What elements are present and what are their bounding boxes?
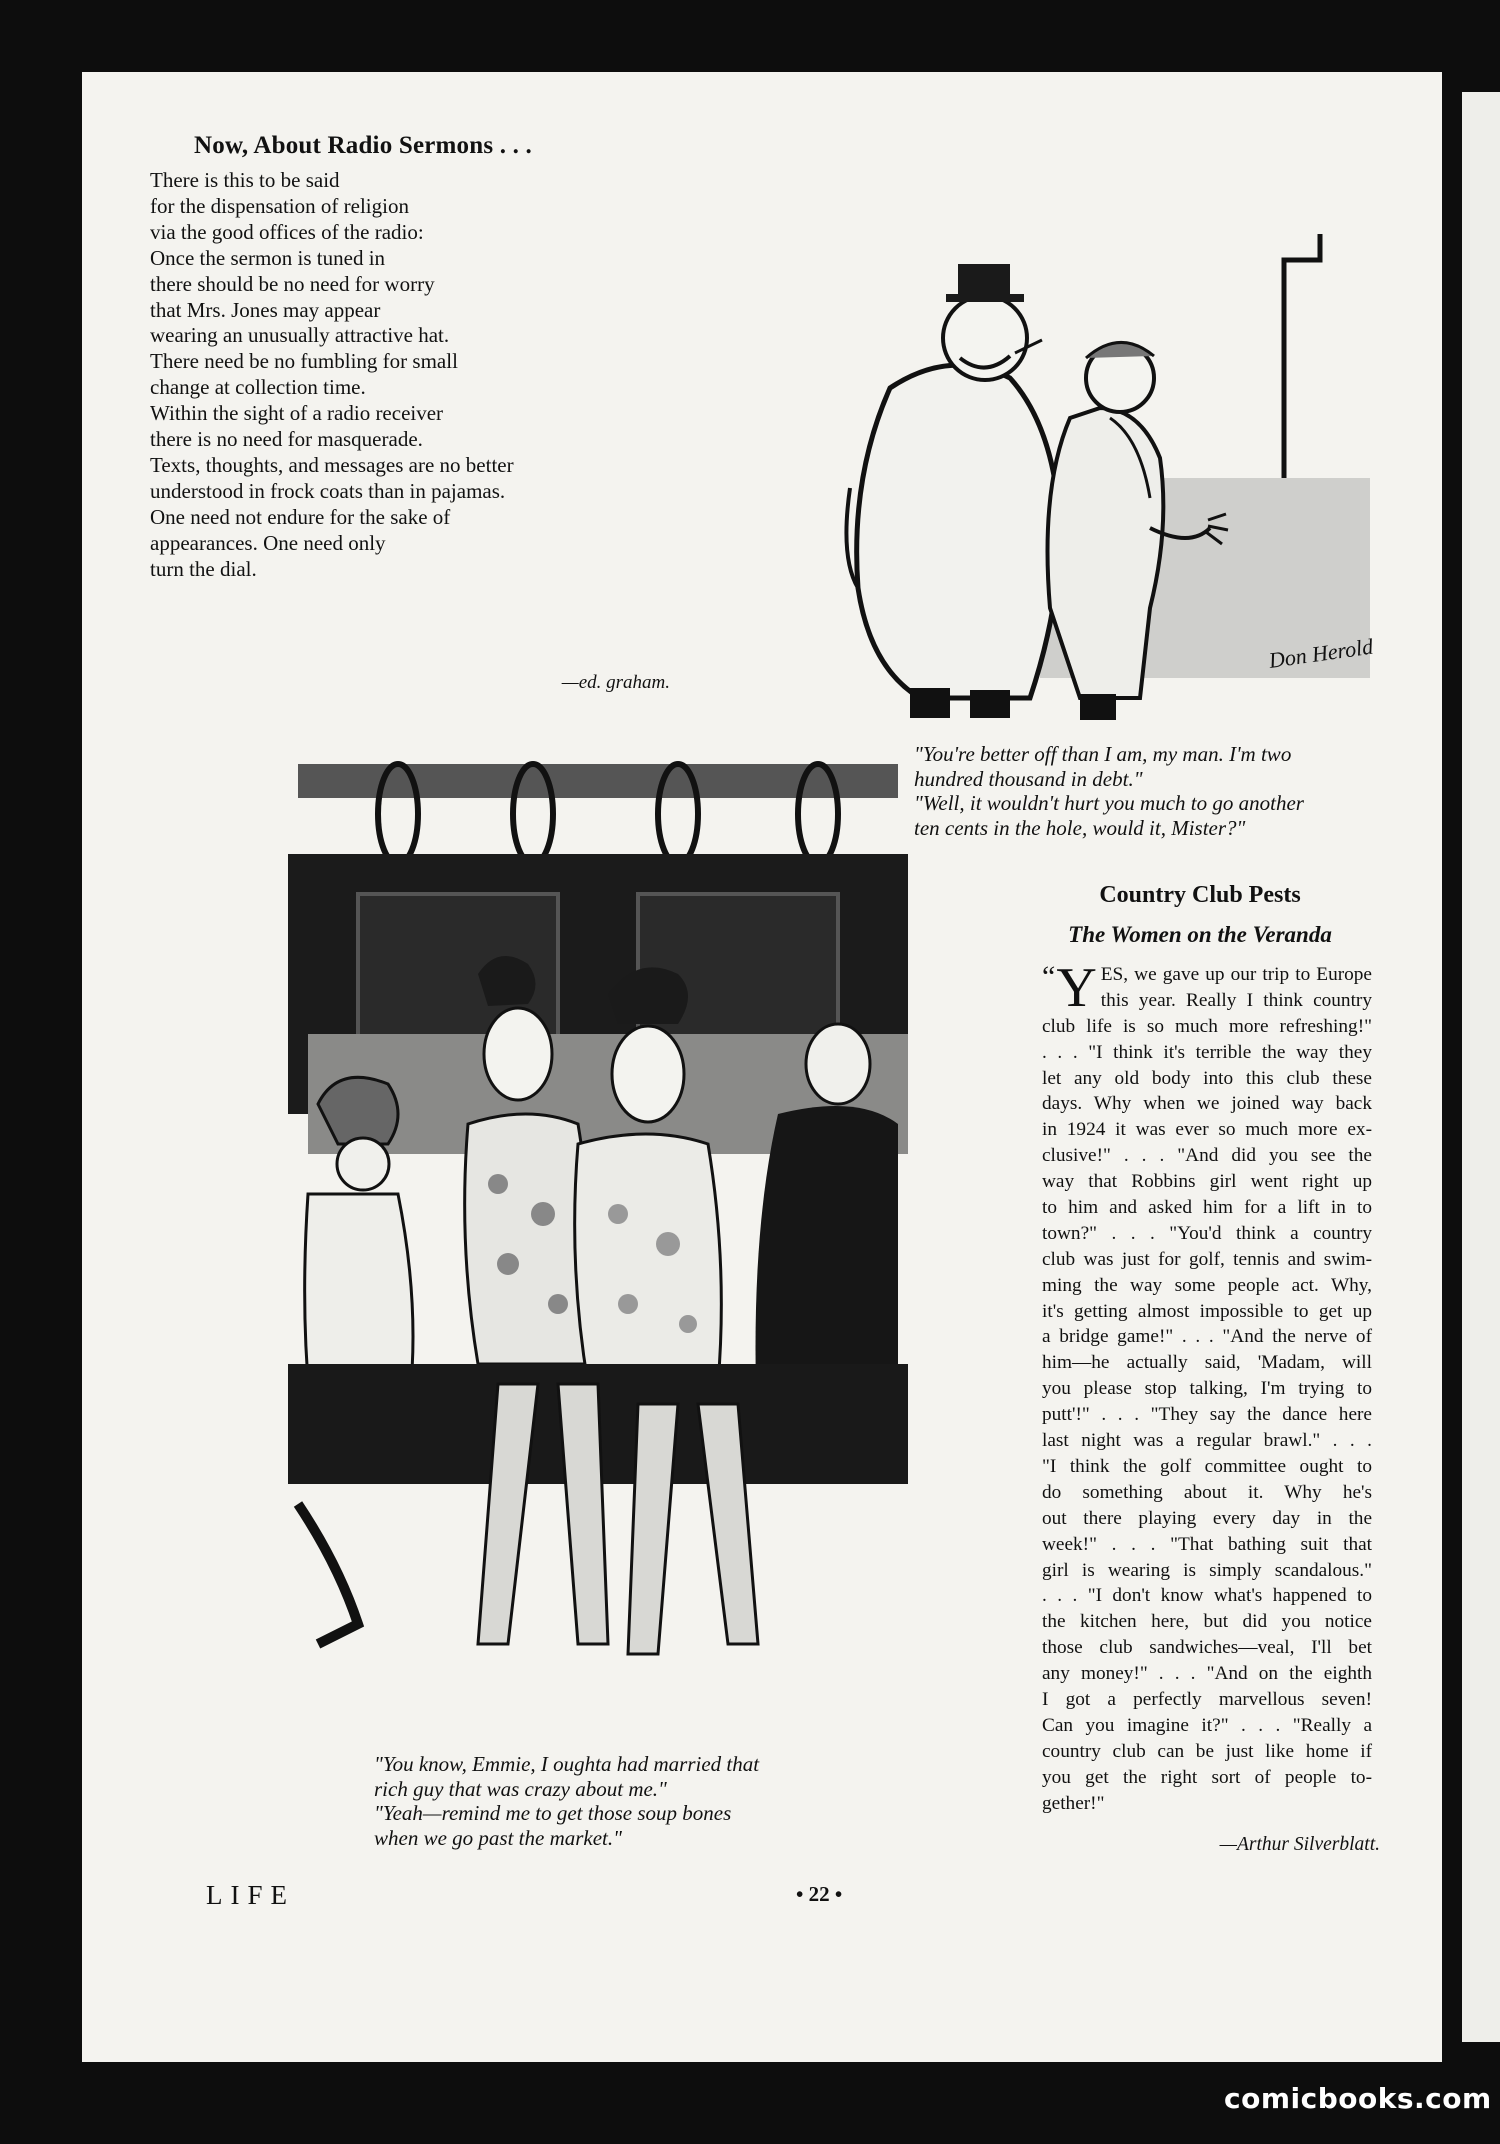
cartoon-caption-1: [914, 742, 1434, 840]
text-line: you get the right sort of people to-: [1042, 1766, 1372, 1788]
text-line: let any old body into this club these: [1042, 1067, 1372, 1089]
poem-text: [150, 168, 690, 583]
text-line: gether!": [1042, 1792, 1105, 1814]
poem-signature: —ed. graham.: [561, 672, 670, 693]
text-line: last night was a regular brawl." . . .: [1042, 1430, 1372, 1452]
text-line: club was just for golf, tennis and swim-: [1042, 1248, 1372, 1270]
magazine-name: LIFE: [206, 1880, 295, 1910]
text-line: One need not endure for the sake of: [150, 504, 451, 529]
facing-page-edge: [1462, 92, 1500, 2042]
text-line: putt'!" . . . "They say the dance here: [1042, 1404, 1372, 1426]
text-line: "Well, it wouldn't hurt you much to go another: [914, 791, 1304, 815]
article-lines: [1042, 1014, 1372, 1817]
text-line: I got a perfectly marvellous seven!: [1042, 1688, 1372, 1710]
text-line: those club sandwiches—veal, I'll bet: [1042, 1637, 1372, 1659]
text-line: when we go past the market.": [374, 1825, 622, 1850]
text-line: Once the sermon is tuned in: [150, 245, 386, 270]
text-line: week!" . . . "That bathing suit that: [1042, 1533, 1372, 1555]
text-line: town?" . . . "You'd think a country: [1042, 1222, 1372, 1244]
text-line: "You know, Emmie, I oughta had married that: [374, 1752, 760, 1776]
watermark: comicbooks.com: [1224, 2082, 1492, 2115]
text-line: rich guy that was crazy about me.": [374, 1776, 667, 1801]
text-line: girl is wearing is simply scandalous.": [1042, 1559, 1372, 1581]
text-line: There is this to be said: [150, 168, 340, 192]
cartoon-signature: Don Herold: [1267, 633, 1375, 673]
text-line: clusive!" . . . "And did you see the: [1042, 1145, 1372, 1167]
text-line: it's getting almost impossible to get up: [1042, 1300, 1372, 1322]
text-line: Within the sight of a radio receiver: [150, 401, 444, 426]
text-line: . . . "I think it's terrible the way they: [1042, 1041, 1372, 1063]
article-title: Country Club Pests: [1099, 882, 1301, 908]
text-line: Texts, thoughts, and messages are no better: [150, 452, 514, 477]
article-body: [1042, 957, 1372, 1816]
text-line: There need be no fumbling for small: [150, 349, 458, 374]
article-line: this year. Really I think country: [1100, 989, 1372, 1011]
text-line: . . . "I don't know what's happened to: [1042, 1585, 1372, 1607]
article-line: ES, we gave up our trip to Europe: [1100, 964, 1372, 985]
text-line: to him and asked him for a lift in to: [1042, 1197, 1372, 1219]
text-line: country club can be just like home if: [1042, 1740, 1372, 1762]
text-line: ten cents in the hole, would it, Mister?": [914, 815, 1246, 840]
article-open-quote: “: [1042, 960, 1056, 993]
text-line: club life is so much more refreshing!": [1042, 1015, 1372, 1037]
text-line: for the dispensation of religion: [150, 193, 409, 218]
text-line: wearing an unusually attractive hat.: [150, 323, 450, 348]
text-line: turn the dial.: [150, 556, 257, 581]
text-line: a bridge game!" . . . "And the nerve of: [1042, 1326, 1372, 1348]
article-dropcap: Y: [1056, 957, 1097, 1019]
text-line: way that Robbins girl went right up: [1042, 1171, 1372, 1193]
text-line: via the good offices of the radio:: [150, 219, 424, 244]
text-line: change at collection time.: [150, 375, 366, 400]
text-line: there is no need for masquerade.: [150, 427, 423, 452]
text-line: Can you imagine it?" . . . "Really a: [1042, 1714, 1372, 1736]
text-line: do something about it. Why he's: [1042, 1481, 1372, 1503]
text-line: "You're better off than I am, my man. I'm two: [914, 742, 1292, 766]
text-line: you please stop talking, I'm trying to: [1042, 1378, 1372, 1400]
text-line: out there playing every day in the: [1042, 1507, 1372, 1529]
text-line: any money!" . . . "And on the eighth: [1042, 1663, 1372, 1685]
text-line: that Mrs. Jones may appear: [150, 297, 381, 322]
text-line: understood in frock coats than in pajamas.: [150, 478, 506, 503]
text-line: hundred thousand in debt.": [914, 766, 1143, 791]
text-line: in 1924 it was ever so much more ex-: [1042, 1119, 1372, 1141]
text-line: ming the way some people act. Why,: [1042, 1274, 1372, 1296]
cartoon-caption-2: [374, 1752, 904, 1850]
text-line: "Yeah—remind me to get those soup bones: [374, 1801, 732, 1825]
text-line: the kitchen here, but did you notice: [1042, 1611, 1372, 1633]
article-opening: [1042, 957, 1372, 1019]
text-line: "I think the golf committee ought to: [1042, 1455, 1372, 1477]
text-line: there should be no need for worry: [150, 271, 435, 296]
cartoon-two-men: [810, 228, 1400, 738]
text-line: him—he actually said, 'Madam, will: [1042, 1352, 1372, 1374]
text-line: days. Why when we joined way back: [1042, 1093, 1372, 1115]
text-line: appearances. One need only: [150, 530, 386, 555]
cartoon-streetcar-women: [278, 744, 908, 1740]
article-signature: —Arthur Silverblatt.: [1219, 1834, 1380, 1855]
poem-title: Now, About Radio Sermons . . .: [194, 132, 532, 159]
article-subtitle: The Women on the Veranda: [1068, 922, 1332, 947]
page-number: • 22 •: [796, 1882, 843, 1906]
